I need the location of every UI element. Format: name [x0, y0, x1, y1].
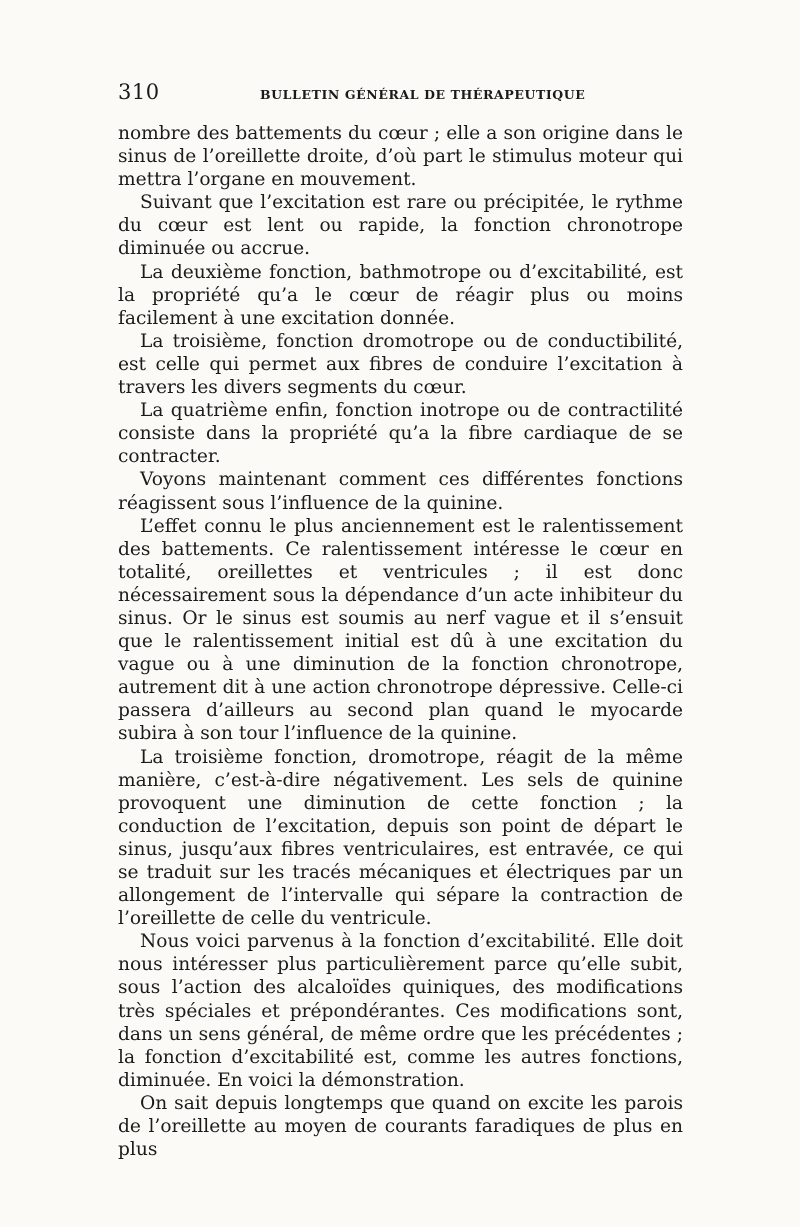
paragraph: On sait depuis longtemps que quand on excite les parois de l’oreillette au moyen de courants faradiques de plus en plus: [118, 1092, 683, 1161]
body-text: [118, 122, 683, 1161]
paragraph-continued: nombre des battements du cœur ; elle a son origine dans le sinus de l’oreillette droite, d’où part le stimulus moteur qui mettra l’organe en mouvement.: [118, 123, 683, 191]
paragraph: Voyons maintenant comment ces différentes fonctions réagissent sous l’influence de la quinine.: [118, 469, 683, 514]
paragraph: La deuxième fonction, bathmotrope ou d’excitabilité, est la propriété qu’a le cœur de réagir plus ou moins facilement à une excitation donnée.: [118, 261, 683, 329]
paragraph: La troisième, fonction dromotrope ou de conductibilité, est celle qui permet aux fibres de conduire l’excitation à travers les divers segments du cœur.: [118, 330, 683, 399]
paragraph: Suivant que l’excitation est rare ou précipitée, le rythme du cœur est lent ou rapide, la fonction chronotrope diminuée ou accrue.: [118, 192, 683, 260]
paragraph: La troisième fonction, dromotrope, réagit de la même manière, c’est-à-dire négativement. Les sels de quinine provoquent une diminution de cette fonction ; la conduction de l’excitation, depuis son point de départ le sinus, jusqu’aux fibres ventriculaires, est entravée, ce qui se traduit sur les tracés mécaniques et électriques par un allongement de l’intervalle qui sépare la contraction de l’oreillette de celle du ventricule.: [118, 746, 683, 930]
page-number: 310: [118, 80, 160, 104]
running-title: BULLETIN GÉNÉRAL DE THÉRAPEUTIQUE: [260, 87, 586, 102]
paragraph: Nous voici parvenus à la fonction d’excitabilité. Elle doit nous intéresser plus particulièrement parce qu’elle subit, sous l’action des alcaloïdes quiniques, des modifications très spéciales et prépondérantes. Ces modifications sont, dans un sens général, de même ordre que les précédentes ; la fonction d’excitabilité est, comme les autres fonctions, diminuée. En voici la démonstration.: [118, 931, 683, 1091]
paragraph: L’effet connu le plus anciennement est le ralentissement des battements. Ce ralentissement intéresse le cœur en totalité, oreillettes et ventricules ; il est donc nécessairement sous la dépendance d’un acte inhibiteur du sinus. Or le sinus est soumis au nerf vague et il s’ensuit que le ralentissement initial est dû à une excitation du vague ou à une diminution de la fonction chronotrope, autrement dit à une action chronotrope dépressive. Celle-ci passera d’ailleurs au second plan quand le myocarde subira à son tour l’influence de la quinine.: [118, 515, 683, 745]
paragraph: La quatrième enfin, fonction inotrope ou de contractilité consiste dans la propriété qu’a la fibre cardiaque de se contracter.: [118, 400, 683, 468]
page-header: [118, 80, 682, 108]
